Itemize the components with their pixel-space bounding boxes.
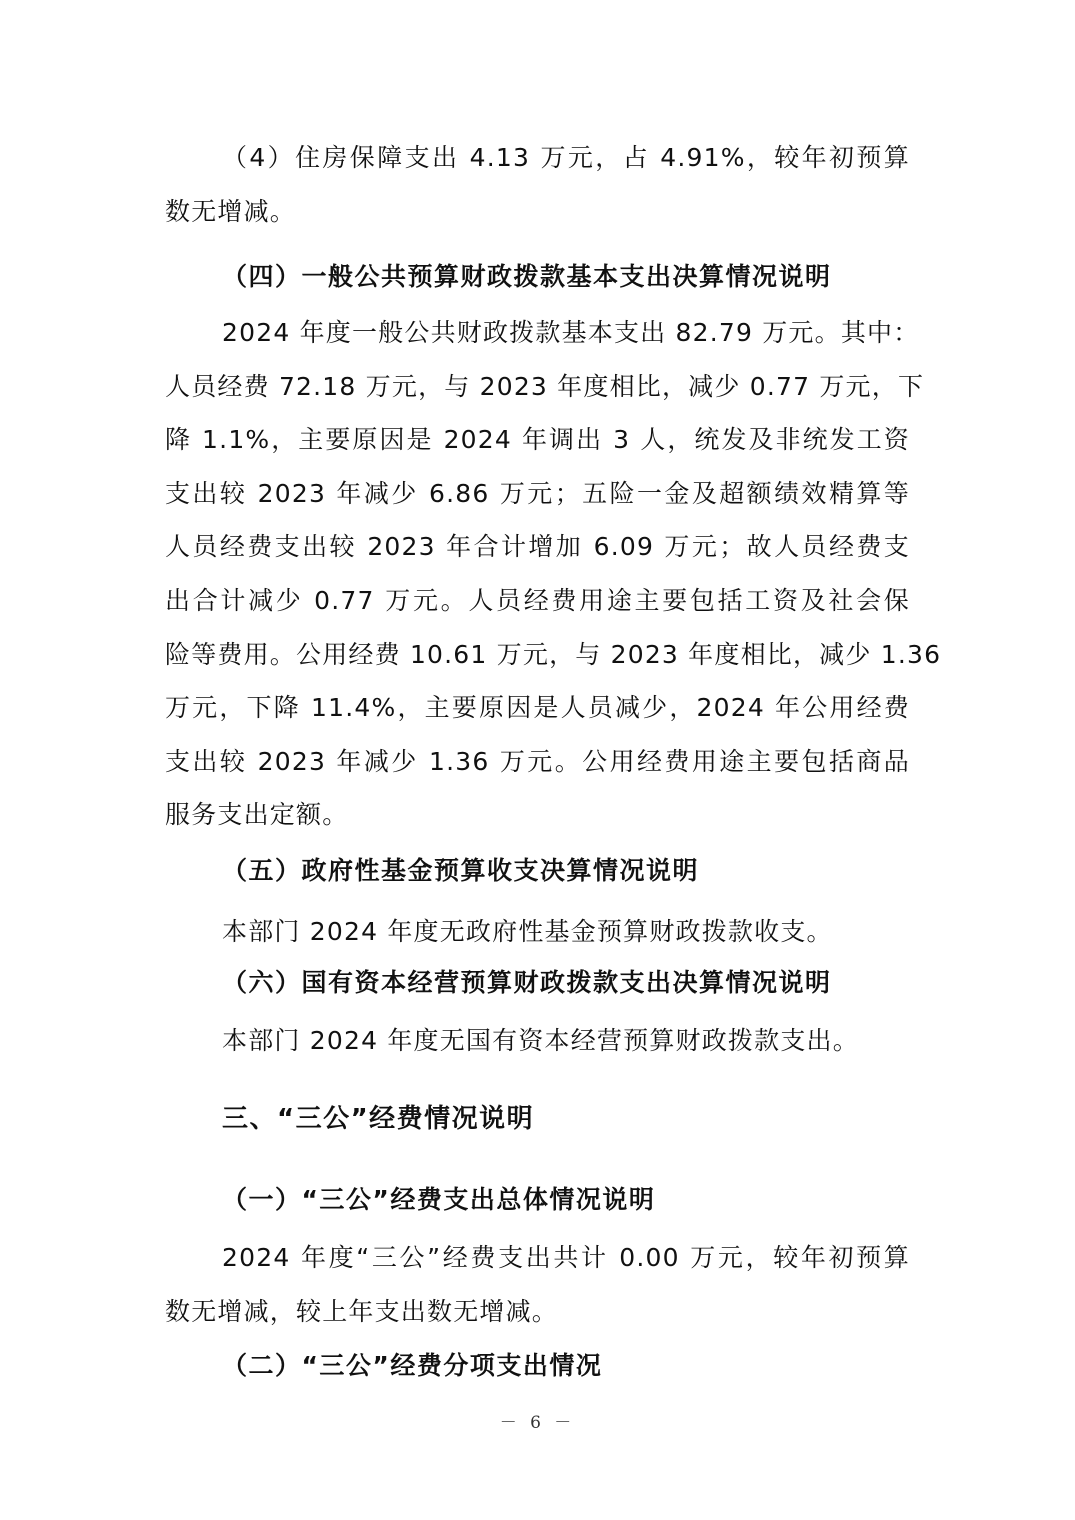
text-line: 支出较 2023 年减少 6.86 万元；五险一金及超额绩效精算等 — [165, 478, 910, 508]
section-title-three-public: 三、“三公”经费情况说明 — [222, 1104, 535, 1134]
text-line: 服务支出定额。 — [165, 800, 349, 830]
text-line: 人员经费支出较 2023 年合计增加 6.09 万元；故人员经费支 — [165, 532, 910, 562]
text-line: 出合计减少 0.77 万元。人员经费用途主要包括工资及社会保 — [165, 585, 910, 615]
text-line: 2024 年度一般公共财政拨款基本支出 82.79 万元。其中： — [222, 318, 920, 347]
text-line: 数无增减。 — [165, 196, 297, 226]
text-line: 降 1.1%，主要原因是 2024 年调出 3 人，统发及非统发工资 — [165, 425, 910, 455]
paragraph-housing-expenditure — [165, 131, 910, 238]
heading-basic-expenditure: （四）一般公共预算财政拨款基本支出决算情况说明 — [222, 262, 832, 291]
heading-three-public-overall: （一）“三公”经费支出总体情况说明 — [222, 1185, 656, 1214]
text-line: 险等费用。公用经费 10.61 万元，与 2023 年度相比，减少 1.36 — [165, 639, 942, 669]
text-line: 万元，下降 11.4%，主要原因是人员减少，2024 年公用经费 — [165, 693, 910, 723]
text-line: 数无增减，较上年支出数无增减。 — [165, 1296, 559, 1326]
heading-three-public-itemized: （二）“三公”经费分项支出情况 — [222, 1351, 603, 1380]
heading-government-fund: （五）政府性基金预算收支决算情况说明 — [222, 856, 700, 885]
text-line: （4）住房保障支出 4.13 万元，占 4.91%，较年初预算 — [222, 143, 910, 172]
text-line: 人员经费 72.18 万元，与 2023 年度相比，减少 0.77 万元，下 — [165, 371, 925, 401]
page-number: － 6 － — [499, 1413, 576, 1433]
text-line: 本部门 2024 年度无国有资本经营预算财政拨款支出。 — [222, 1026, 859, 1055]
heading-state-capital: （六）国有资本经营预算财政拨款支出决算情况说明 — [222, 968, 832, 997]
text-line: 2024 年度“三公”经费支出共计 0.00 万元，较年初预算 — [222, 1243, 910, 1272]
text-line: 本部门 2024 年度无政府性基金预算财政拨款收支。 — [222, 917, 833, 946]
paragraph-state-capital — [165, 1014, 910, 1068]
paragraph-three-public-overall — [165, 1231, 910, 1338]
text-line: 支出较 2023 年减少 1.36 万元。公用经费用途主要包括商品 — [165, 746, 910, 776]
paragraph-basic-expenditure — [165, 306, 942, 842]
paragraph-government-fund — [165, 905, 910, 959]
